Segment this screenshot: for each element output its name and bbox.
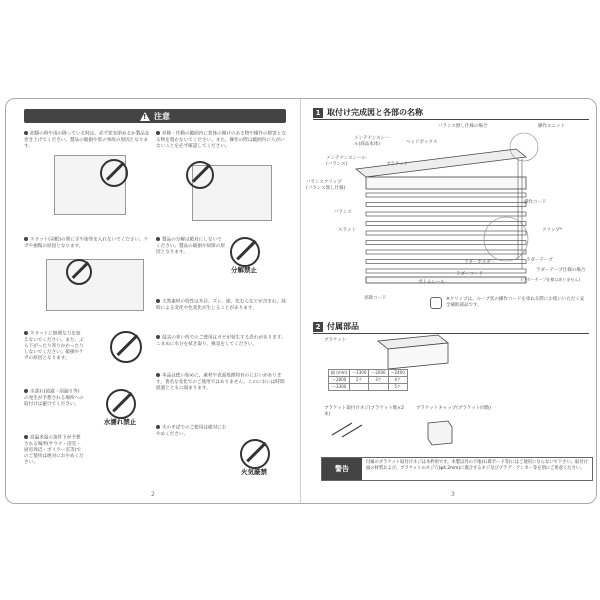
label-operation-cord: 操作コード xyxy=(524,200,547,205)
warning-text: 付属のブラケット取付けネジは木枠用です。木製以外の下地(石膏ボード等)にはご使用にならないで下さい。取付け面の材質および、ブラケットのネジ穴(φ4.2mm)に適合するネジ及びプラグ・アンカー等を別にご用意ください。 xyxy=(366,460,588,471)
caution-item: 製品の分解は絶対にしないでください。製品の破損や故障の原因となります。 xyxy=(156,237,225,255)
warning-triangle-icon xyxy=(140,112,150,121)
screw-icon xyxy=(328,417,368,439)
slat-shape xyxy=(366,203,526,207)
table-header: 〜2400 xyxy=(388,370,407,377)
label-bracket-part: ブラケット xyxy=(324,338,347,343)
label-maintenance-seal-body: メンテナンスシール(商品本体) xyxy=(354,136,390,147)
table-header: 〜2000 xyxy=(369,370,388,377)
label-maintenance-seal-balance: メンテナンスシール(バランス) xyxy=(326,156,367,167)
disassemble-label: 分解禁止 xyxy=(231,266,257,274)
warning-tag: 警告 xyxy=(322,458,362,480)
table-cell xyxy=(369,384,388,391)
label-bottom-rail: ボトムレール xyxy=(418,280,445,285)
slat-shape xyxy=(366,260,526,264)
label-clip: クリップ* xyxy=(542,228,563,233)
water-prohibited-icon xyxy=(106,389,136,419)
prohibited-icon xyxy=(100,159,128,187)
label-cap: ブラケットキャップ(ブラケット同数) xyxy=(416,406,492,411)
caution-item: 湿気の多い所でのご使用はカビが発生する恐れがあります。こまめに水分を拭き取り、換気をしてください。 xyxy=(156,335,286,347)
table-cell: 2ケ xyxy=(350,377,369,384)
table-cell: 〜3300 xyxy=(329,384,350,391)
hand-in-slat-illustration xyxy=(46,259,144,311)
label-bracket: ブラケット xyxy=(386,162,409,167)
label-balance-no-case: バランス無し仕様の場合 xyxy=(438,124,488,129)
caution-item: 火のそばでのご使用は絶対におやめください。 xyxy=(156,425,227,437)
manual-spread xyxy=(5,98,597,504)
table-cell xyxy=(350,384,369,391)
label-lift-cord: 昇降コード xyxy=(364,296,387,301)
prohibited-icon xyxy=(186,161,214,189)
bracket-cap-icon xyxy=(422,417,458,447)
slat-shape xyxy=(366,269,526,273)
caution-item: 本品は使い始めに、素材や表面処理特有のにおいがあります。著名な変化でのご使用ではありません。このにおいは時間経過とともに弱まります。 xyxy=(156,373,285,391)
page-fold xyxy=(300,99,301,503)
caution-item: 水濡れ(結露・雨漏り等)の発生が予想される場所への取付けは避けてください。 xyxy=(24,389,84,407)
page-number-right: 3 xyxy=(451,491,455,498)
caution-header xyxy=(24,109,286,123)
table-cell: 3ケ xyxy=(369,377,388,384)
clip-icon xyxy=(430,297,442,309)
bracket-count-table xyxy=(328,369,408,391)
caution-title: 注意 xyxy=(154,111,170,121)
label-head-box: ヘッドボックス xyxy=(406,140,438,145)
label-balance: バランス xyxy=(334,210,352,215)
warning-box xyxy=(321,457,593,481)
caution-item: 天然素材の特性は木目、ズレ、節、色むらなどが含まれ、経時による変化や色変化が生じることがあります。 xyxy=(156,299,286,311)
label-slat: スラット xyxy=(338,228,356,233)
slat-shape xyxy=(366,193,526,197)
slat-shape xyxy=(366,212,526,216)
table-header: 幅 (mm) xyxy=(329,370,350,377)
table-header: 〜1300 xyxy=(350,370,369,377)
caution-item: 昇降・作動の範囲内に窓体の開けのある物や操作の障害となる物を置かないでください。また、操作の際は範囲内に人がいないことを必ず確認してください。 xyxy=(156,131,287,149)
label-ladder-tape-note: (ラダーテープ仕様はありません) xyxy=(521,277,580,282)
label-ladder-holder: ラダーホルダー xyxy=(464,260,496,265)
blind-diagram xyxy=(346,129,546,289)
label-balance-clip: バランスクリップ(バランス無し仕様) xyxy=(306,180,346,191)
label-ladder-tape-case: ラダーテープ仕様の場合 xyxy=(536,268,586,273)
clip-note: ※クリップは、ループ状の操作コードを束ねる際にお使いいただく安全補助部品です。 xyxy=(446,297,585,308)
label-ladder-cord: ラダーコード xyxy=(456,272,483,277)
page-number-left: 2 xyxy=(151,491,155,498)
label-operation-unit: 操作ユニット xyxy=(538,124,565,129)
bracket-illustration xyxy=(368,333,458,373)
label-screw: ブラケット取付けネジ(ブラケット数×2本) xyxy=(324,406,404,417)
table-cell: 5ケ xyxy=(388,384,407,391)
slat-shape xyxy=(366,222,526,226)
slat-shape xyxy=(366,241,526,245)
fire-prohibited-icon xyxy=(240,439,270,469)
section-2-header: 2 付属部品 xyxy=(313,321,589,334)
caution-item: 油類の時や雨の降っている時は、必ず窓を閉めるか製品を巻き上げてください。製品の破損や窓の事故の原因となります。 xyxy=(24,131,150,149)
section-1-header: 1 取付け完成図と各部の名称 xyxy=(313,107,589,120)
water-label: 水濡れ禁止 xyxy=(103,418,137,426)
prohibited-icon xyxy=(110,331,142,363)
fire-label: 火気厳禁 xyxy=(241,468,267,476)
table-cell: 4ケ xyxy=(388,377,407,384)
table-cell: 〜2800 xyxy=(329,377,350,384)
caution-item: 高温多湿の条件下が予想される場所(サウナ・浴室・厨房周辺・ボイラー室等)でのご使用は絶対におやめください。 xyxy=(24,435,84,466)
slat-shape xyxy=(366,250,526,254)
caution-item: スラットに無理な力を加えないでください。また、ぶら下がったり寄りかかったりしないでください。破損やケガの原因となります。 xyxy=(24,331,84,362)
caution-item: スラット(羽根)の間に手や指等を入れないでください。ケガや損傷の原因となります。 xyxy=(24,237,149,249)
disassemble-prohibited-icon xyxy=(230,237,260,267)
label-ladder-tape: ラダーテープ xyxy=(526,258,553,263)
slat-shape xyxy=(366,231,526,235)
prohibited-icon xyxy=(66,259,92,285)
